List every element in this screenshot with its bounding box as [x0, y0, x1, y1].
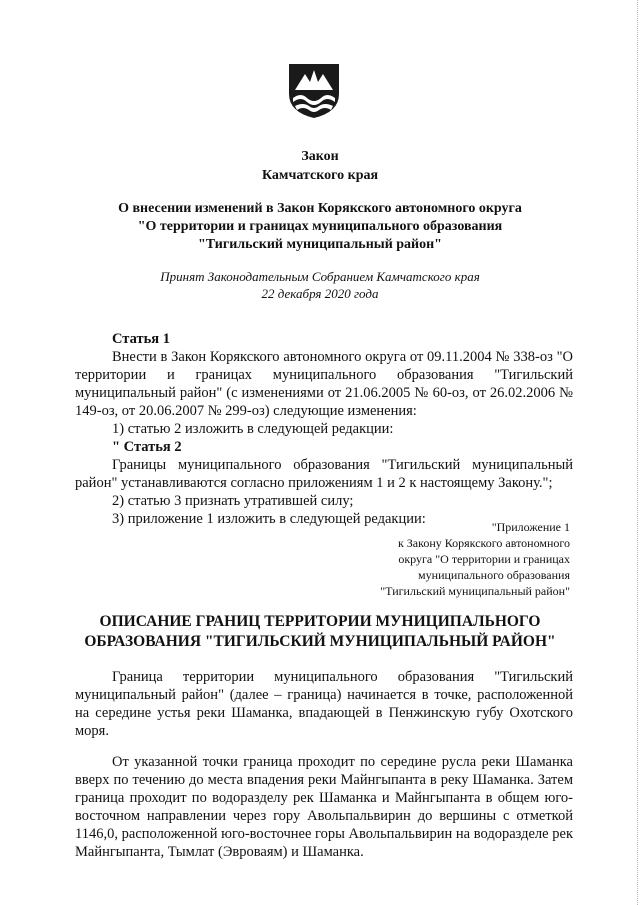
- appendix-note-line-3: округа "О территории и границах: [398, 552, 570, 566]
- law-word: Закон: [301, 149, 339, 164]
- description-title: [40, 612, 600, 652]
- law-title-line-3: "Тигильский муниципальный район": [198, 237, 442, 252]
- description-body: [75, 668, 573, 874]
- quoted-article-2-heading: " Статья 2: [112, 439, 182, 455]
- appendix-note-line-1: "Приложение 1: [491, 520, 570, 534]
- description-paragraph-1: Граница территории муниципального образования "Тигильский муниципальный район" (далее – граница) начинается в точке, расположенной на середине устья реки Шаманка, впадающей в Пенжинскую губу Охотского моря.: [75, 669, 573, 739]
- coat-of-arms-icon: [285, 60, 343, 120]
- description-paragraph-2: От указанной точки граница проходит по середине русла реки Шаманка вверх по течению до места впадения реки Майнгыпанта в реку Шаманка. Затем граница проходит по водоразделу рек Шаманка и Майнгыпанта в общем юго-восточном направлении через гору Авольпальвирин до вершины с отметкой 1146,0, расположенной юго-восточнее горы Авольпальвирин на водоразделе рек Майнгыпанта, Тымлат (Эвроваям) и Шаманка.: [75, 754, 573, 860]
- article-1-item-3: 3) приложение 1 изложить в следующей редакции:: [112, 511, 426, 527]
- scan-edge: [635, 0, 638, 905]
- appendix-note-line-4: муниципального образования: [418, 568, 570, 582]
- adoption-date: 22 декабря 2020 года: [261, 286, 379, 301]
- law-heading: [0, 147, 640, 185]
- article-1-item-2: 2) статью 3 признать утратившей силу;: [112, 493, 354, 509]
- law-title: [0, 200, 640, 254]
- appendix-note: [340, 519, 570, 599]
- adoption-body: Принят Законодательным Собранием Камчатского края: [160, 269, 480, 284]
- description-title-line-1: ОПИСАНИЕ ГРАНИЦ ТЕРРИТОРИИ МУНИЦИПАЛЬНОГО: [99, 613, 541, 630]
- article-1-heading: Статья 1: [112, 331, 170, 347]
- article-1-item-1: 1) статью 2 изложить в следующей редакции:: [112, 421, 394, 437]
- description-title-line-2: ОБРАЗОВАНИЯ "ТИГИЛЬСКИЙ МУНИЦИПАЛЬНЫЙ РАЙОН": [84, 633, 556, 650]
- appendix-note-line-5: "Тигильский муниципальный район": [380, 584, 570, 598]
- law-title-line-2: "О территории и границах муниципального образования: [137, 219, 503, 234]
- region-name: Камчатского края: [261, 168, 379, 183]
- adoption-note: [0, 268, 640, 302]
- article-1-text: Внести в Закон Корякского автономного округа от 09.11.2004 № 338-оз "О территории и границах муниципального образования "Тигильский муниципальный район" (с изменениями от 21.06.2005 № 60-оз, от 26.02.2006 № 149-оз, от 20.06.2007 № 299-оз) следующие изменения:: [75, 349, 573, 419]
- appendix-note-line-2: к Закону Корякского автономного: [397, 536, 570, 550]
- law-title-line-1: О внесении изменений в Закон Корякского автономного округа: [118, 201, 522, 216]
- article-1: [75, 330, 573, 528]
- quoted-article-2-text: Границы муниципального образования "Тигильский муниципальный район" устанавливаются согласно приложениям 1 и 2 к настоящему Закону.";: [75, 457, 573, 491]
